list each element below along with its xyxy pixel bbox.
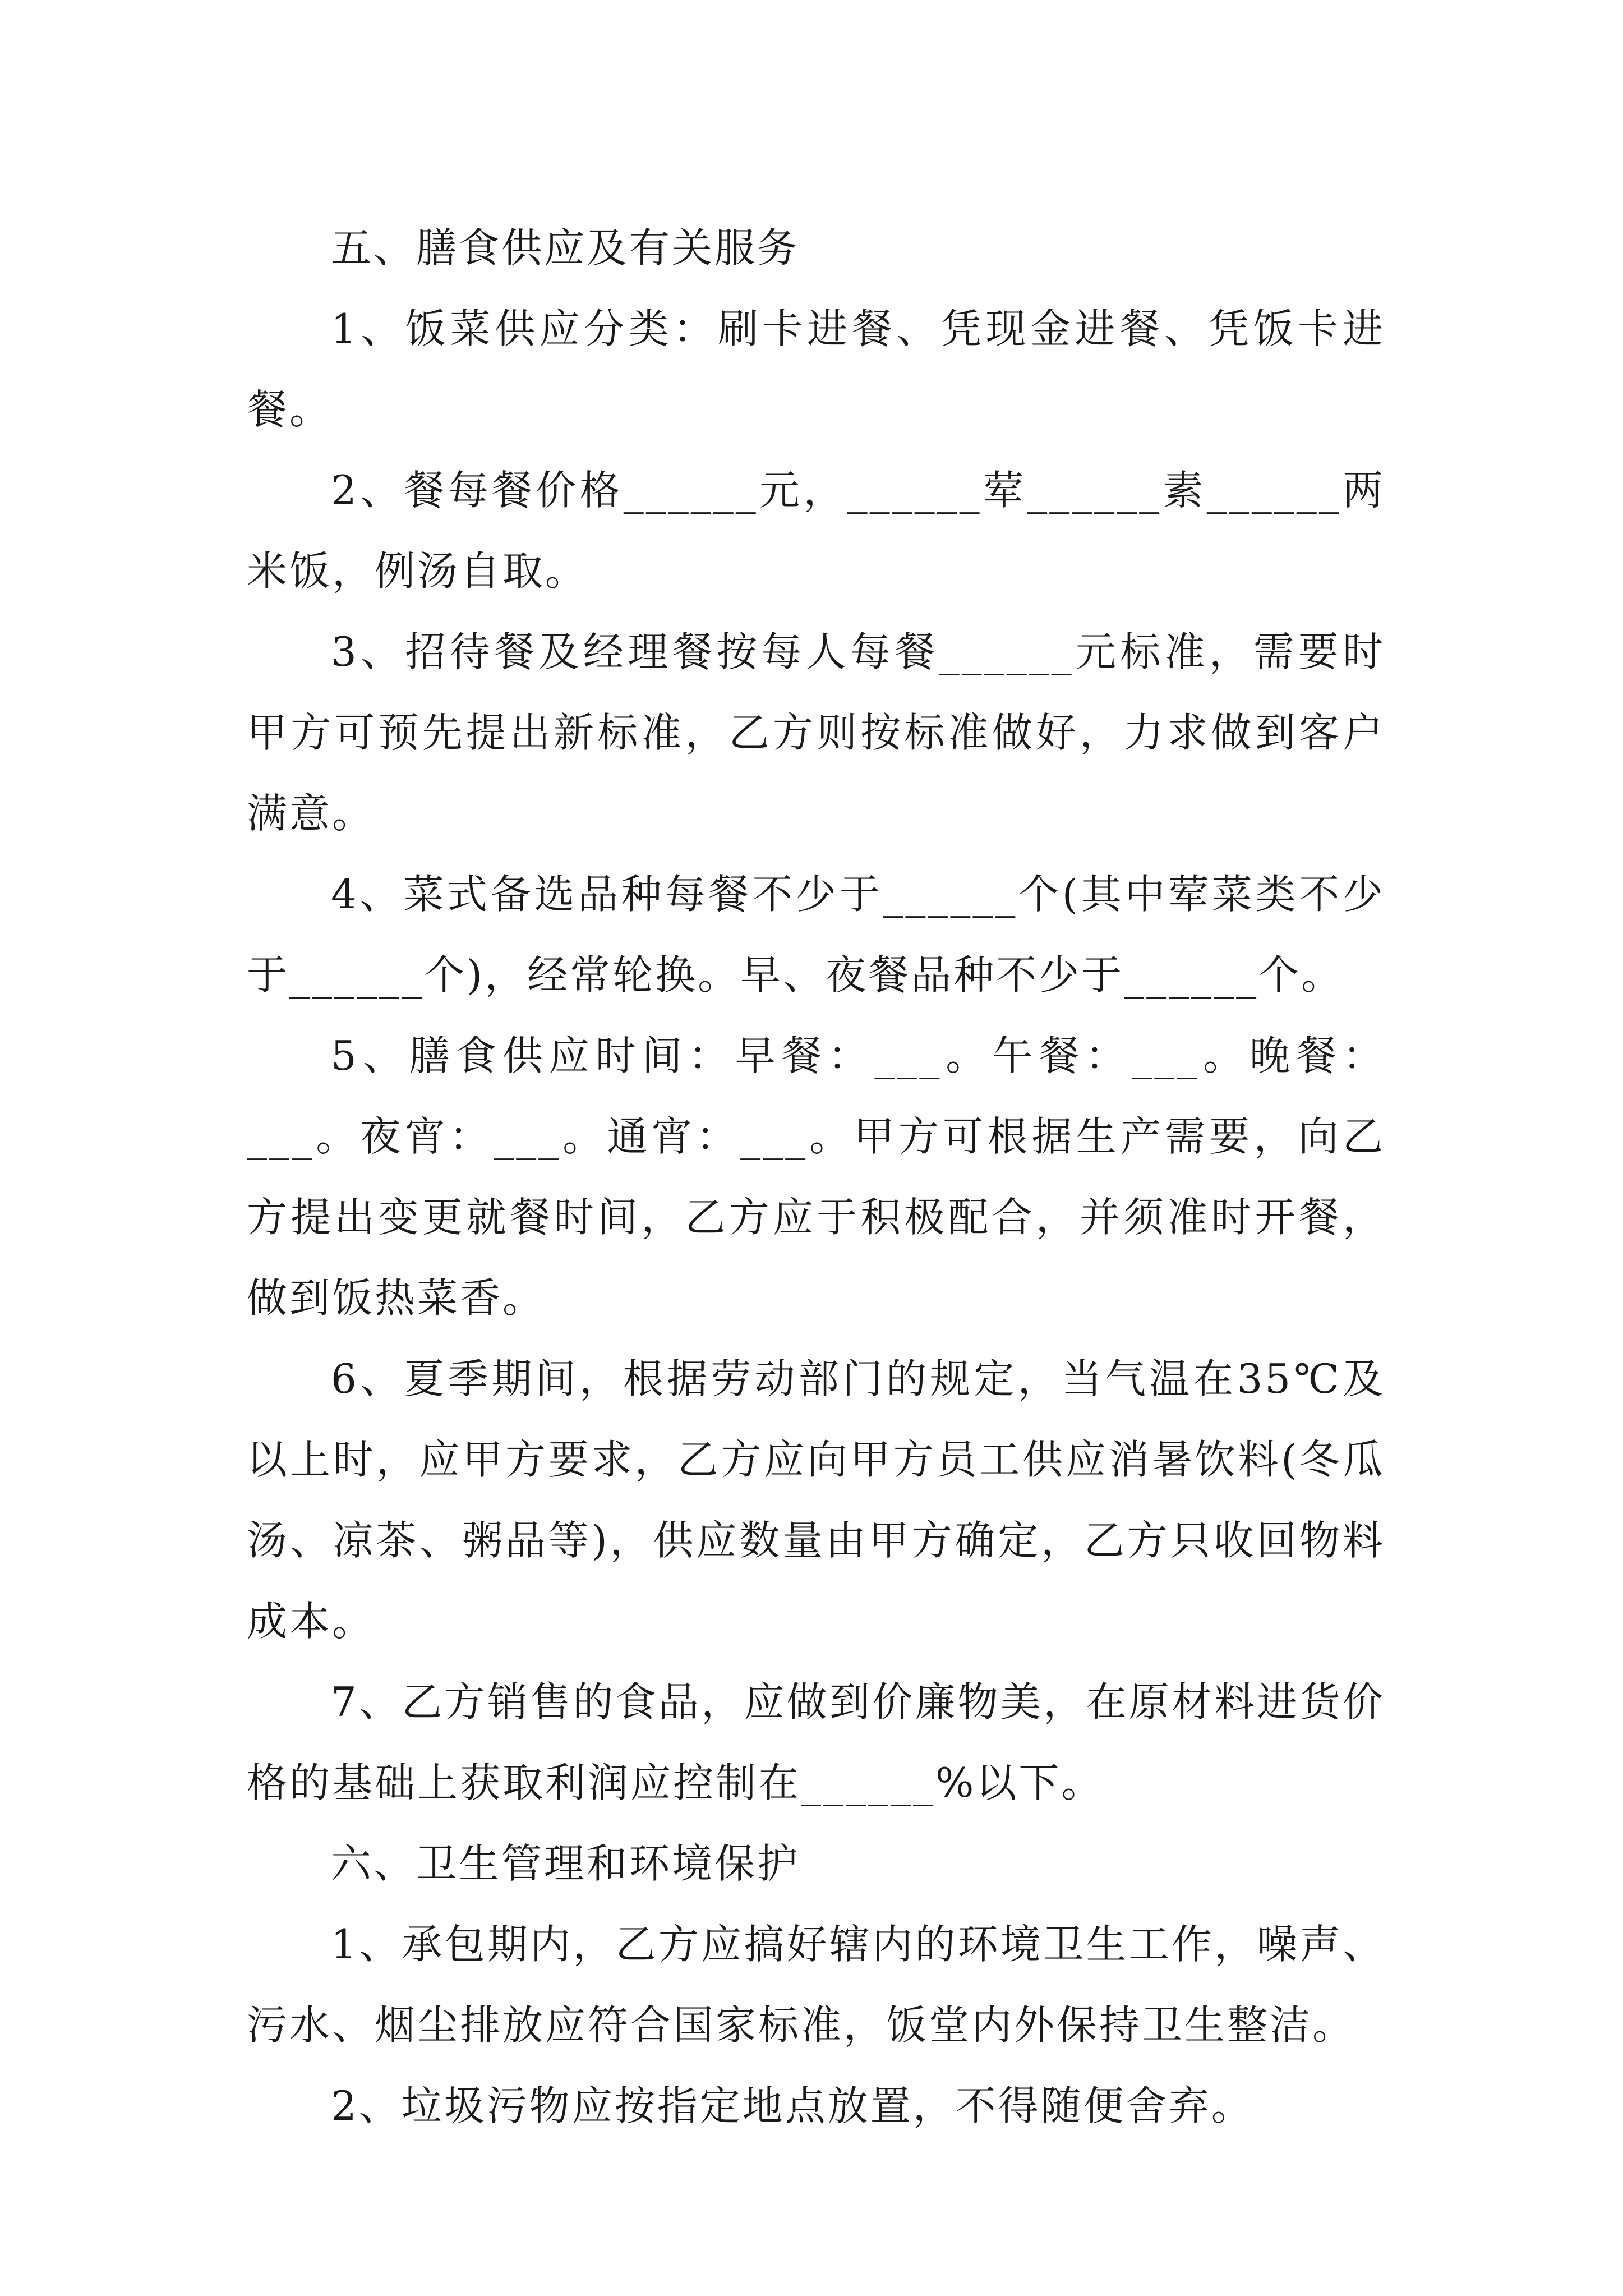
clause-profit-limit: 7、乙方销售的食品，应做到价廉物美，在原材料进货价格的基础上获取利润应控制在______%以下。 — [247, 1678, 1385, 1806]
section-heading-six: 六、卫生管理和环境保护 — [331, 1840, 800, 1887]
clause-summer-drinks: 6、夏季期间，根据劳动部门的规定，当气温在35℃及以上时，应甲方要求，乙方应向甲方员工供应消暑饮料(冬瓜汤、凉茶、粥品等)，供应数量由甲方确定，乙方只收回物料成本。 — [247, 1355, 1385, 1645]
document-body — [247, 208, 1385, 2146]
clause-reception-meal: 3、招待餐及经理餐按每人每餐______元标准，需要时甲方可预先提出新标准，乙方则按标准做好，力求做到客户满意。 — [247, 628, 1385, 837]
clause-meal-times: 5、膳食供应时间：早餐：___。午餐：___。晚餐：___。夜宵：___。通宵：___。甲方可根据生产需要，向乙方提出变更就餐时间，乙方应于积极配合，并须准时开餐，做到饭热菜香。 — [247, 1032, 1385, 1322]
clause-waste-disposal: 2、垃圾污物应按指定地点放置，不得随便舍弃。 — [331, 2082, 1254, 2129]
clause-meal-price: 2、餐每餐价格______元，______荤______素______两米饭，例汤自取。 — [247, 467, 1385, 595]
clause-menu-variety: 4、菜式备选品种每餐不少于______个(其中荤菜类不少于______个)，经常轮换。早、夜餐品种不少于______个。 — [247, 871, 1385, 999]
clause-meal-categories: 1、饭菜供应分类：刷卡进餐、凭现金进餐、凭饭卡进餐。 — [247, 305, 1385, 433]
section-heading-five: 五、膳食供应及有关服务 — [331, 224, 800, 272]
clause-environment: 1、承包期内，乙方应搞好辖内的环境卫生工作，噪声、污水、烟尘排放应符合国家标准，饭堂内外保持卫生整洁。 — [247, 1921, 1385, 2049]
